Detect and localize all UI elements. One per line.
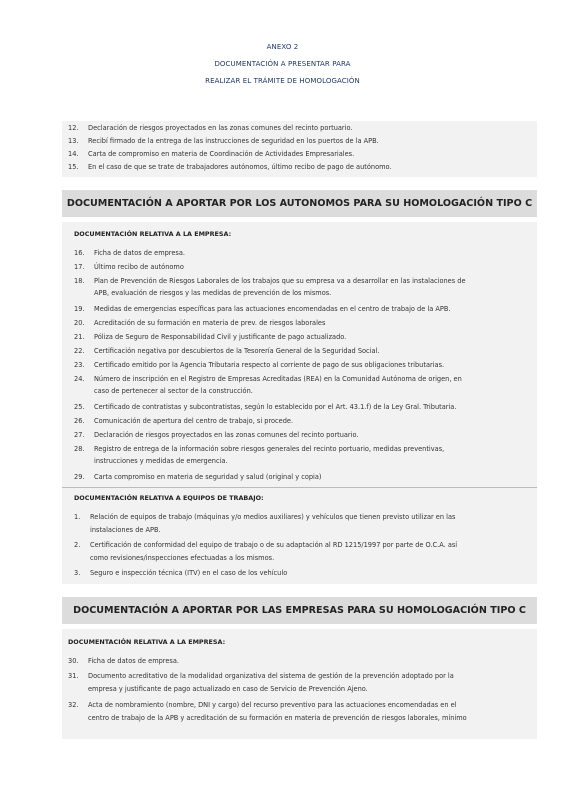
item-text: Certificado emitido por la Agencia Tributaria respecto al corriente de pago de sus obligaciones tributarias. xyxy=(94,361,445,369)
item-text: Registro de entrega de la información sobre riesgos generales del recinto portuario, medidas preventivas, xyxy=(94,445,445,453)
list-item xyxy=(74,444,527,466)
item-text: Declaración de riesgos proyectados en las zonas comunes del recinto portuario. xyxy=(94,431,359,439)
item-number: 13. xyxy=(68,137,79,145)
item-number: 21. xyxy=(74,333,85,341)
item-number: 14. xyxy=(68,150,79,158)
list-item xyxy=(68,671,529,693)
section-title: DOCUMENTACIÓN A APORTAR POR LAS EMPRESAS PARA SU HOMOLOGACIÓN TIPO C xyxy=(73,605,526,616)
item-text: Certificado de contratistas y subcontratistas, según lo establecido por el Art. 43.1.f) de la Ley Gral. Tributaria. xyxy=(94,403,457,411)
item-text: Póliza de Seguro de Responsabilidad Civil y justificante de pago actualizado. xyxy=(94,333,347,341)
item-number: 31. xyxy=(68,672,79,680)
list-item xyxy=(74,540,527,562)
item-text: Documento acreditativo de la modalidad organizativa del sistema de gestión de la prevención adoptado por la xyxy=(88,672,454,680)
item-text-continued: APB, evaluación de riesgos y las medidas de prevención de los mismos. xyxy=(94,289,332,297)
item-text: Número de inscripción en el Registro de Empresas Acreditadas (REA) en la Comunidad Autónoma de origen, en xyxy=(94,375,462,383)
item-number: 24. xyxy=(74,375,85,383)
item-number: 20. xyxy=(74,319,85,327)
item-text-continued: empresa y justificante de pago actualizado en caso de Servicio de Prevención Ajeno. xyxy=(88,685,368,693)
section-title-bar xyxy=(62,190,537,217)
item-number: 18. xyxy=(74,277,85,285)
item-number: 25. xyxy=(74,403,85,411)
top-list-block xyxy=(62,121,537,177)
item-text: Carta de compromiso en materia de Coordinación de Actividades Empresariales. xyxy=(88,150,355,158)
item-text-continued: caso de pertenecer al sector de la construcción. xyxy=(94,387,253,395)
item-number: 19. xyxy=(74,305,85,313)
item-text: En el caso de que se trate de trabajadores autónomos, último recibo de pago de autónomo. xyxy=(88,163,392,171)
item-text-continued: como revisiones/inspecciones efectuadas a los mismos. xyxy=(90,554,275,562)
section-title-bar xyxy=(62,597,537,624)
item-number: 3. xyxy=(74,569,81,577)
item-text: Relación de equipos de trabajo (máquinas y/o medios auxiliares) y vehículos que tienen previsto utilizar en las xyxy=(90,513,456,521)
section1-block xyxy=(62,222,537,584)
item-number: 2. xyxy=(74,541,81,549)
list-item xyxy=(74,374,527,396)
item-number: 29. xyxy=(74,473,85,481)
item-text: Medidas de emergencias específicas para las actuaciones encomendadas en el centro de trabajo de la APB. xyxy=(94,305,451,313)
item-number: 15. xyxy=(68,163,79,171)
item-text: Ficha de datos de empresa. xyxy=(94,249,185,257)
item-text-continued: centro de trabajo de la APB y acreditación de su formación en materia de prevención de riesgos laborales, mínimo xyxy=(88,714,467,722)
item-text: Ficha de datos de empresa. xyxy=(88,657,179,665)
item-text-continued: instalaciones de APB. xyxy=(90,526,161,534)
item-number: 23. xyxy=(74,361,85,369)
item-text: Recibí firmado de la entrega de las instrucciones de seguridad en los puertos de la APB. xyxy=(88,137,379,145)
item-text: Último recibo de autónomo xyxy=(94,263,184,271)
header-subtitle: DOCUMENTACIÓN A PRESENTAR PARA xyxy=(214,60,351,68)
item-number: 22. xyxy=(74,347,85,355)
list-item xyxy=(74,512,527,534)
item-text: Certificación de conformidad del equipo de trabajo o de su adaptación al RD 1215/1997 por parte de O.C.A. así xyxy=(90,541,458,549)
item-text: Acreditación de su formación en materia de prev. de riesgos laborales xyxy=(94,319,326,327)
item-number: 32. xyxy=(68,701,79,709)
annex-label: ANEXO 2 xyxy=(266,43,299,51)
header-title: REALIZAR EL TRÁMITE DE HOMOLOGACIÓN xyxy=(205,77,360,85)
item-text: Carta compromiso en materia de seguridad y salud (original y copia) xyxy=(94,473,322,481)
section2-block xyxy=(62,629,537,739)
item-number: 27. xyxy=(74,431,85,439)
item-text: Acta de nombramiento (nombre, DNI y cargo) del recurso preventivo para las actuaciones encomendadas en el xyxy=(88,701,457,709)
subsection-heading: DOCUMENTACIÓN RELATIVA A LA EMPRESA: xyxy=(68,638,226,646)
list-item xyxy=(68,700,529,722)
item-text: Seguro e inspección técnica (ITV) en el caso de los vehículo xyxy=(90,569,288,577)
subsection-heading: DOCUMENTACIÓN RELATIVA A EQUIPOS DE TRABAJO: xyxy=(74,494,264,502)
item-number: 26. xyxy=(74,417,85,425)
item-number: 12. xyxy=(68,124,79,132)
item-number: 30. xyxy=(68,657,79,665)
item-number: 28. xyxy=(74,445,85,453)
item-text: Comunicación de apertura del centro de trabajo, si procede. xyxy=(94,417,294,425)
item-text: Declaración de riesgos proyectados en las zonas comunes del recinto portuario. xyxy=(88,124,353,132)
list-item xyxy=(74,276,527,298)
item-text: Plan de Prevención de Riesgos Laborales de los trabajos que su empresa va a desarrollar en las instalaciones de xyxy=(94,277,466,285)
item-number: 16. xyxy=(74,249,85,257)
subsection-heading: DOCUMENTACIÓN RELATIVA A LA EMPRESA: xyxy=(74,230,232,238)
divider xyxy=(62,487,537,488)
item-number: 17. xyxy=(74,263,85,271)
section-title: DOCUMENTACIÓN A APORTAR POR LOS AUTONOMOS PARA SU HOMOLOGACIÓN TIPO C xyxy=(66,198,533,209)
item-text: Certificación negativa por descubiertos de la Tesorería General de la Seguridad Social. xyxy=(94,347,380,355)
item-number: 1. xyxy=(74,513,81,521)
item-text-continued: instrucciones y medidas de emergencia. xyxy=(94,457,228,465)
